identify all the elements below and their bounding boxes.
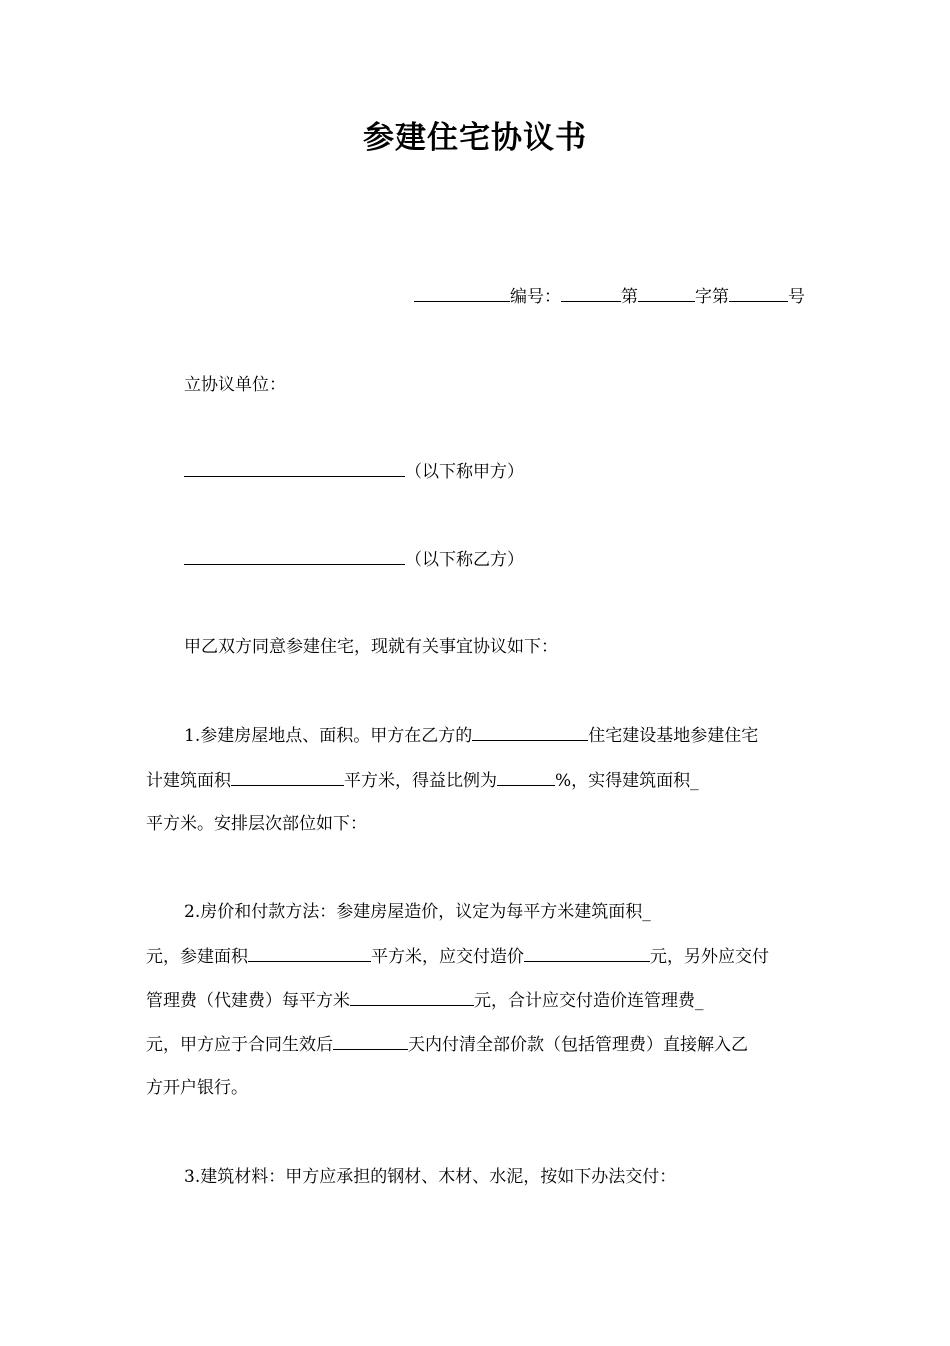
serial-hao-label: 号	[788, 287, 805, 307]
clause1-text-d: 平方米，得益比例为	[344, 771, 497, 791]
clause2-text-d: 管理费（代建费）每平方米	[146, 991, 350, 1011]
blank-serial-3	[729, 283, 788, 302]
clause2-text-e: 元，合计应交付造价连管理费_	[474, 991, 704, 1011]
clause1-line1	[184, 722, 758, 749]
serial-number-line	[414, 283, 805, 310]
party-b-label: （以下称乙方）	[405, 550, 524, 570]
blank-ratio	[497, 767, 555, 786]
clause2-line4	[146, 1031, 806, 1058]
clause1-text-b: 住宅建设基地参建住宅	[588, 726, 759, 746]
clause1-text-a: 1.参建房屋地点、面积。甲方在乙方的	[184, 726, 473, 746]
serial-zidi-label: 字第	[695, 287, 729, 307]
blank-days	[333, 1031, 408, 1050]
blank-serial-1	[561, 283, 621, 302]
clause2-text-a: 元，参建面积	[146, 947, 248, 967]
blank-participate-area	[248, 943, 371, 962]
intro-paragraph: 甲乙双方同意参建住宅，现就有关事宜协议如下：	[184, 637, 558, 657]
blank-serial-2	[638, 283, 695, 302]
clause2-text-g: 天内付清全部价款（包括管理费）直接解入乙	[408, 1035, 748, 1055]
clause1-line3: 平方米。安排层次部位如下：	[146, 814, 367, 834]
clause2-text-c: 元，另外应交付	[650, 947, 769, 967]
blank-location	[472, 722, 588, 741]
blank-total-area	[231, 767, 344, 786]
clause2-text-f: 元，甲方应于合同生效后	[146, 1035, 333, 1055]
party-b-line	[184, 546, 524, 573]
document-title: 参建住宅协议书	[363, 120, 587, 156]
clause2-line2	[146, 943, 806, 970]
clause2-text-b: 平方米，应交付造价	[371, 947, 524, 967]
serial-di-label: 第	[621, 287, 638, 307]
blank-management-fee	[350, 987, 474, 1006]
clause3-line1: 3.建筑材料：甲方应承担的钢材、木材、水泥，按如下办法交付：	[184, 1167, 677, 1187]
clause1-text-e: %，实得建筑面积_	[555, 771, 699, 791]
clause1-line2	[146, 767, 806, 794]
serial-no-label: 编号：	[510, 287, 561, 307]
blank-party-b	[184, 546, 405, 565]
clause2-line3	[146, 987, 806, 1014]
blank-serial-prefix	[414, 283, 510, 302]
parties-heading: 立协议单位：	[184, 375, 286, 395]
party-a-label: （以下称甲方）	[405, 462, 524, 482]
clause2-line5: 方开户银行。	[146, 1078, 248, 1098]
clause1-text-c: 计建筑面积	[146, 771, 231, 791]
clause2-line1: 2.房价和付款方法：参建房屋造价，议定为每平方米建筑面积_	[184, 902, 651, 922]
blank-cost	[524, 943, 650, 962]
party-a-line	[184, 458, 524, 485]
blank-party-a	[184, 458, 405, 477]
